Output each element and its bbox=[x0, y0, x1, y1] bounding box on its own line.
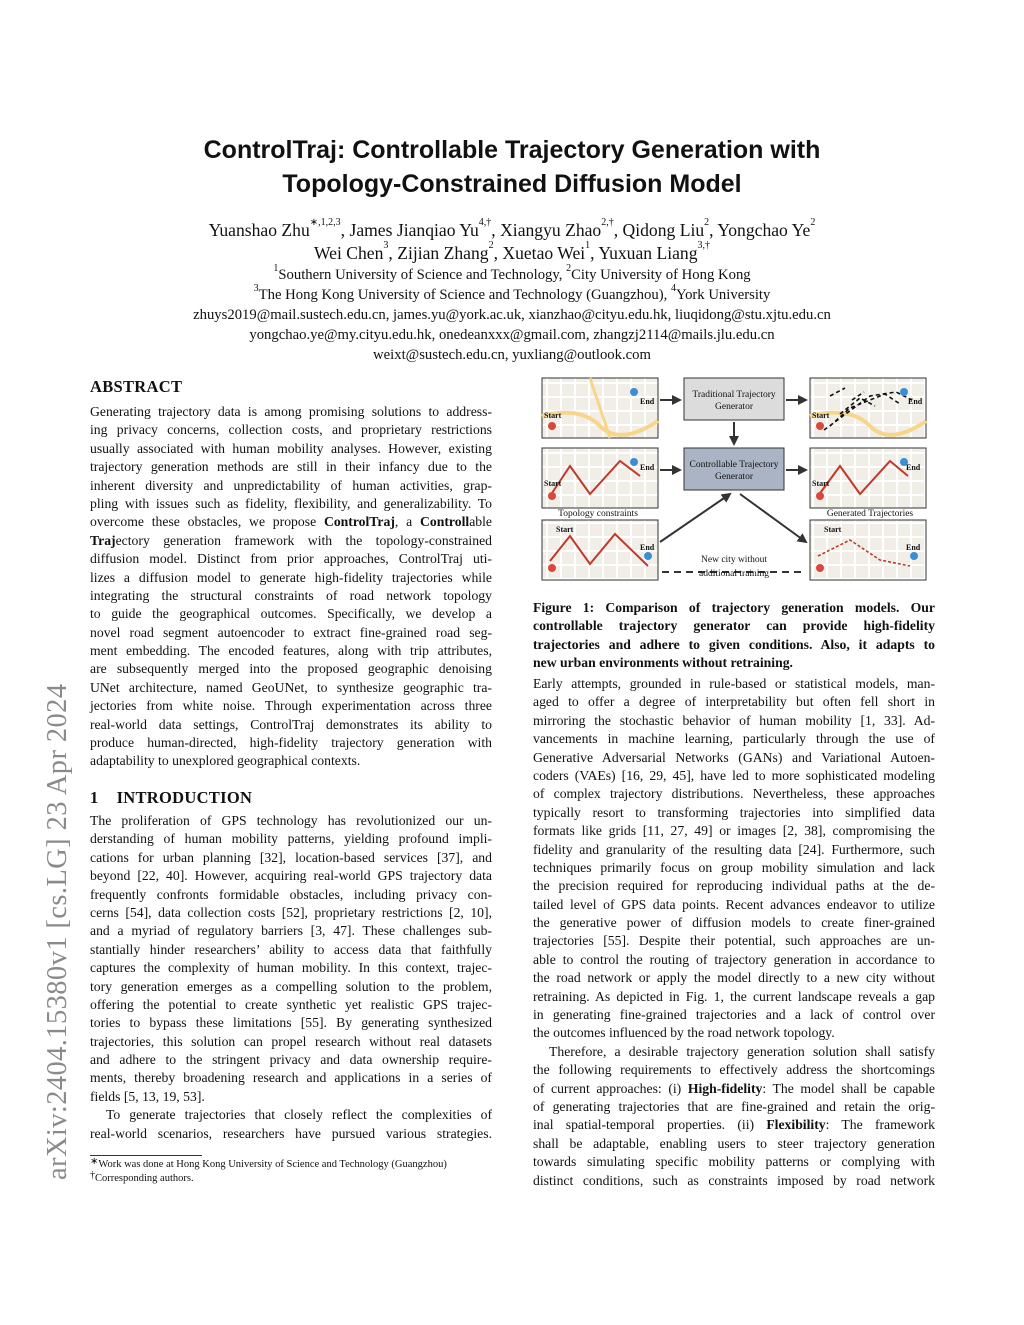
footnote-1 bbox=[90, 1158, 447, 1172]
body-line: of complex trajectory distributions. Nevertheless, these approaches bbox=[533, 786, 935, 802]
abstract-bold: ControlTraj bbox=[323, 514, 395, 530]
abstract-heading: ABSTRACT bbox=[90, 377, 183, 396]
affiliation-line-1 bbox=[100, 265, 924, 285]
intro-line: derstanding of human mobility patterns, yielding profound impli- bbox=[90, 831, 492, 847]
start-label: Start bbox=[812, 411, 830, 420]
controllable-generator-label: Controllable Trajectory bbox=[689, 460, 779, 470]
body-line: Therefore, a desirable trajectory generation solution shall satisfy bbox=[549, 1043, 935, 1059]
footnote-text: Corresponding authors. bbox=[95, 1173, 194, 1184]
abstract-line: diffusion model. Distinct from prior approaches, ControlTraj uti- bbox=[90, 551, 492, 567]
abstract-line: to guide the geographical outcomes. Specifically, we develop a bbox=[90, 606, 492, 622]
intro-line: cerns [54], data collection costs [52], proprietary restrictions [2, 10], bbox=[90, 904, 492, 920]
abstract-line: jectories from white noise. Through experimentation across three bbox=[90, 698, 492, 714]
author-name: Yuanshao Zhu bbox=[208, 220, 310, 240]
footnote-2 bbox=[90, 1172, 194, 1186]
traditional-generator-label: Generator bbox=[715, 402, 753, 412]
abstract-line: novel road segment autoencoder to extract fine-grained road seg- bbox=[90, 624, 492, 640]
author-sup: 4,† bbox=[478, 217, 492, 228]
traditional-generator-label: Traditional Trajectory bbox=[692, 390, 776, 400]
footnote-rule bbox=[90, 1155, 202, 1156]
abstract-line: real-world data settings, ControlTraj demonstrates its ability to bbox=[90, 716, 492, 732]
abstract-text: able bbox=[469, 514, 492, 530]
author-name: Yongchao Ye bbox=[717, 220, 811, 240]
body-line: tailed level of GPS data points. Recent advances endeavor to utilize bbox=[533, 896, 935, 912]
abstract-line: trajectory generation methods are still in their infancy due to the bbox=[90, 459, 492, 475]
body-line: fidelity and granularity of the resulting data [24]. Furthermore, such bbox=[533, 841, 935, 857]
intro-body bbox=[90, 812, 492, 1143]
body-line: of generating trajectories that are fine-grained and retain the orig- bbox=[533, 1098, 935, 1114]
intro-line: real-world scenarios, researchers have pursued various strategies. bbox=[90, 1125, 492, 1141]
body-line: able to control the routing of trajectory generation in accordance to bbox=[533, 951, 935, 967]
abstract-line bbox=[90, 513, 492, 531]
email-line-2: yongchao.ye@my.cityu.edu.hk, onedeanxxx@gmail.com, zhangzj2114@mails.jlu.edu.cn bbox=[249, 327, 775, 343]
affiliation-line-2 bbox=[100, 285, 924, 305]
abstract-text: ectory generation framework with the topology-constrained bbox=[115, 532, 492, 548]
footnote-mark: † bbox=[90, 1170, 95, 1181]
body-text: : The model shall be capable bbox=[762, 1080, 935, 1096]
figure-1-caption bbox=[533, 599, 935, 673]
affil-sup: 3 bbox=[253, 283, 259, 294]
intro-line: captures the complexity of human mobility. In this context, trajec- bbox=[90, 960, 492, 976]
title-line-2: Topology-Constrained Diffusion Model bbox=[282, 170, 742, 198]
body-line: vancements in machine learning, particularly through the use of bbox=[533, 731, 935, 747]
email-line-3: weixt@sustech.edu.cn, yuxliang@outlook.com bbox=[373, 347, 651, 363]
body-line: Early attempts, grounded in rule-based or statistical models, man- bbox=[533, 676, 935, 691]
end-label: End bbox=[906, 543, 921, 552]
intro-line: fields [5, 13, 19, 53]. bbox=[90, 1088, 205, 1104]
abstract-line: ing privacy concerns, collection costs, and proprietary restrictions bbox=[90, 422, 492, 438]
intro-line: beyond [22, 40]. However, acquiring real-world GPS trajectory data bbox=[90, 868, 492, 884]
topology-constraints-label: Topology constraints bbox=[558, 509, 638, 519]
new-city-label: New city without bbox=[701, 555, 767, 565]
body-line: towards simulating specific mobility patterns or complying with bbox=[533, 1154, 935, 1170]
author-sup: 2 bbox=[704, 217, 710, 228]
affiliation: Southern University of Science and Technology, bbox=[278, 267, 567, 283]
controllable-generator-label: Generator bbox=[715, 472, 753, 482]
intro-line: and adhere to the stringent privacy and data ownership require- bbox=[90, 1052, 492, 1068]
abstract-line bbox=[90, 532, 492, 550]
affil-sup: 4 bbox=[670, 283, 676, 294]
intro-heading bbox=[90, 788, 252, 808]
body-line: the precision required for reproducing individual paths at the de- bbox=[533, 878, 935, 894]
start-label: Start bbox=[544, 479, 562, 488]
abstract-line: ment embedding. The encoded features, along with trip attributes, bbox=[90, 643, 492, 659]
new-city-label: additional training bbox=[699, 569, 769, 579]
arxiv-identifier-stamp: arXiv:2404.15380v1 [cs.LG] 23 Apr 2024 bbox=[42, 683, 73, 1180]
abstract-line: integrating the structural constraints of road network topology bbox=[90, 587, 492, 603]
footnote-mark: ∗ bbox=[90, 1156, 99, 1167]
caption-line: controllable trajectory generator can provide high-fidelity bbox=[533, 618, 935, 634]
end-label: End bbox=[640, 397, 655, 406]
author-name: Zijian Zhang bbox=[397, 243, 489, 263]
affil-sup: 2 bbox=[566, 263, 572, 274]
body-line: the road network or apply the model directly to a new city without bbox=[533, 970, 935, 986]
body-line: trajectories [55]. Despite their potential, such approaches are un- bbox=[533, 933, 935, 949]
arrow-icon bbox=[660, 494, 730, 542]
affiliation: York University bbox=[675, 287, 771, 303]
section-title: INTRODUCTION bbox=[116, 788, 253, 807]
abstract-bold: Traj bbox=[90, 532, 116, 548]
author-sup: 2 bbox=[810, 217, 816, 228]
abstract-bold: Controll bbox=[420, 514, 470, 530]
body-text: inal spatial-temporal properties. (ii) bbox=[533, 1117, 767, 1133]
right-column-body bbox=[533, 675, 935, 1190]
abstract-body bbox=[90, 403, 492, 771]
intro-line: ments, thereby broadening research and applications in a series of bbox=[90, 1070, 492, 1086]
abstract-line: usually associated with human mobility analyses. However, existing bbox=[90, 440, 492, 456]
arrow-icon bbox=[740, 494, 806, 542]
generated-trajectories-label: Generated Trajectories bbox=[826, 509, 914, 519]
start-label: Start bbox=[544, 411, 562, 420]
abstract-text: , a bbox=[394, 514, 420, 530]
author-sup: 1 bbox=[585, 240, 591, 251]
intro-line: trajectories, this solution can propel research without real datasets bbox=[90, 1033, 492, 1049]
body-line: aged to offer a degree of interpretability but often fell short in bbox=[533, 694, 935, 710]
body-line: the following requirements to effectively address the shortcomings bbox=[533, 1062, 935, 1078]
author-name: Wei Chen bbox=[313, 243, 384, 263]
body-line: the generative power of diffusion models to create finer-grained bbox=[533, 915, 935, 931]
end-label: End bbox=[908, 397, 923, 406]
caption-line: trajectories and adhere to given conditions. Also, it adapts to bbox=[533, 636, 935, 652]
body-bold: High-fidelity bbox=[687, 1080, 763, 1096]
body-line: typically resort to transforming trajectories into simplified data bbox=[533, 804, 935, 820]
abstract-text: overcome these obstacles, we propose bbox=[90, 514, 324, 530]
start-label: Start bbox=[556, 525, 574, 534]
body-text: of current approaches: (i) bbox=[533, 1080, 688, 1096]
author-name: James Jianqiao Yu bbox=[349, 220, 479, 240]
intro-line: To generate trajectories that closely reflect the complexities of bbox=[106, 1107, 492, 1123]
intro-line: The proliferation of GPS technology has revolutionized our un- bbox=[90, 813, 492, 828]
affil-sup: 1 bbox=[273, 263, 279, 274]
author-sup: 2,† bbox=[601, 217, 614, 228]
abstract-line: are subsequently merged into the proposed geographic denoising bbox=[90, 661, 492, 677]
author-sup: 3 bbox=[383, 240, 389, 251]
body-line: techniques primarily focus on group mobility simulation and lack bbox=[533, 859, 935, 875]
author-name: Xuetao Wei bbox=[502, 243, 586, 263]
section-number: 1 bbox=[90, 788, 99, 807]
author-sup: ∗,1,2,3 bbox=[309, 217, 341, 228]
end-label: End bbox=[640, 543, 655, 552]
email-line-1: zhuys2019@mail.sustech.edu.cn, james.yu@york.ac.uk, xianzhao@cityu.edu.hk, liuqidong@stu.xjtu.edu.cn bbox=[193, 307, 831, 323]
body-line: coders (VAEs) [16, 29, 45], have led to more sophisticated modeling bbox=[533, 767, 935, 783]
body-text: : The framework bbox=[825, 1117, 935, 1133]
map-panel bbox=[810, 448, 926, 508]
end-label: End bbox=[640, 463, 655, 472]
paper-title bbox=[120, 133, 904, 201]
abstract-line: Generating trajectory data is among promising solutions to address- bbox=[90, 404, 492, 419]
author-list-line-2: Wei Chen$^3$, Zijian Zhang$^2$, Xuetao Wei$^1$, Yuxuan Liang$^{3,\dagger}$ bbox=[313, 240, 711, 263]
body-line: the outcomes influenced by the road network topology. bbox=[533, 1025, 835, 1041]
abstract-line: pling with issues such as fidelity, flexibility, and generalizability. To bbox=[90, 495, 492, 511]
affiliation: City University of Hong Kong bbox=[571, 267, 751, 283]
map-panel bbox=[542, 378, 658, 438]
intro-line: stantially hinder researchers’ ability to access data that faithfully bbox=[90, 941, 492, 957]
body-line bbox=[533, 1080, 935, 1098]
map-panel bbox=[542, 448, 658, 508]
start-label: Start bbox=[812, 479, 830, 488]
intro-line: and a myriad of regulatory barriers [3, 47]. These challenges sub- bbox=[90, 923, 492, 939]
title-line-1: ControlTraj: Controllable Trajectory Generation with bbox=[203, 136, 821, 164]
figure-1 bbox=[540, 376, 932, 586]
abstract-line: UNet architecture, named GeoUNet, to synthesize geographic tra- bbox=[90, 679, 492, 695]
author-sup: 2 bbox=[488, 240, 494, 251]
map-panel bbox=[810, 378, 926, 438]
abstract-line: lizes a diffusion model to generate high-fidelity trajectories while bbox=[90, 569, 492, 585]
body-bold: Flexibility bbox=[766, 1117, 826, 1133]
caption-line: Figure 1: Comparison of trajectory generation models. Our bbox=[533, 600, 935, 615]
intro-line: cations for urban planning [32], location-based services [37], and bbox=[90, 849, 492, 865]
body-line: in generating fine-grained trajectories and a lack of control over bbox=[533, 1007, 935, 1023]
footnote-text: Work was done at Hong Kong University of Science and Technology (Guangzhou) bbox=[98, 1159, 447, 1170]
abstract-line: inherent diversity and unpredictability of human activities, grap- bbox=[90, 477, 492, 493]
author-name: Qidong Liu bbox=[622, 220, 705, 240]
body-line: Generative Adversarial Networks (GANs) and Variational Autoen- bbox=[533, 749, 935, 765]
intro-line: tory generation emerges as a compelling solution to the problem, bbox=[90, 978, 492, 994]
author-name: Xiangyu Zhao bbox=[500, 220, 602, 240]
body-line: retraining. As depicted in Fig. 1, the current landscape reveals a gap bbox=[533, 988, 935, 1004]
abstract-line: produce human-directed, high-fidelity trajectory generation with bbox=[90, 735, 492, 751]
author-list-line-1: Yuanshao Zhu$^{∗,1,2,3}$, James Jianqiao $Yu^{4,\dagger}$, Xiangyu Zhao$^{2,\dagger}$, Qidong Liu$^2$, Yongchao Ye$^2$ bbox=[208, 217, 816, 240]
body-line: shall be adaptable, enabling users to steer trajectory generation bbox=[533, 1135, 935, 1151]
end-label: End bbox=[906, 463, 921, 472]
intro-line: offering the potential to create synthetic yet realistic GPS trajec- bbox=[90, 996, 492, 1012]
abstract-line: adaptability to unexplored geographical contexts. bbox=[90, 753, 361, 769]
intro-line: tories to bypass these limitations [55]. By generating synthesized bbox=[90, 1015, 492, 1031]
intro-line: frequently confronts formidable obstacles, including privacy con- bbox=[90, 886, 492, 902]
body-line: mirroring the stochastic behavior of human mobility [1, 33]. Ad- bbox=[533, 712, 935, 728]
start-label: Start bbox=[824, 525, 842, 534]
author-name: Yuxuan Liang bbox=[598, 243, 698, 263]
body-line: formats like grids [11, 27, 49] or images [2, 38], compromising the bbox=[533, 823, 935, 839]
caption-line: new urban environments without retraining. bbox=[533, 655, 793, 671]
author-sup: 3,† bbox=[697, 240, 711, 251]
body-line: distinct conditions, such as constraints imposed by road network bbox=[533, 1172, 935, 1188]
body-line bbox=[533, 1116, 935, 1134]
figure-1-diagram bbox=[540, 376, 932, 586]
affiliation: The Hong Kong University of Science and Technology (Guangzhou), bbox=[258, 287, 671, 303]
